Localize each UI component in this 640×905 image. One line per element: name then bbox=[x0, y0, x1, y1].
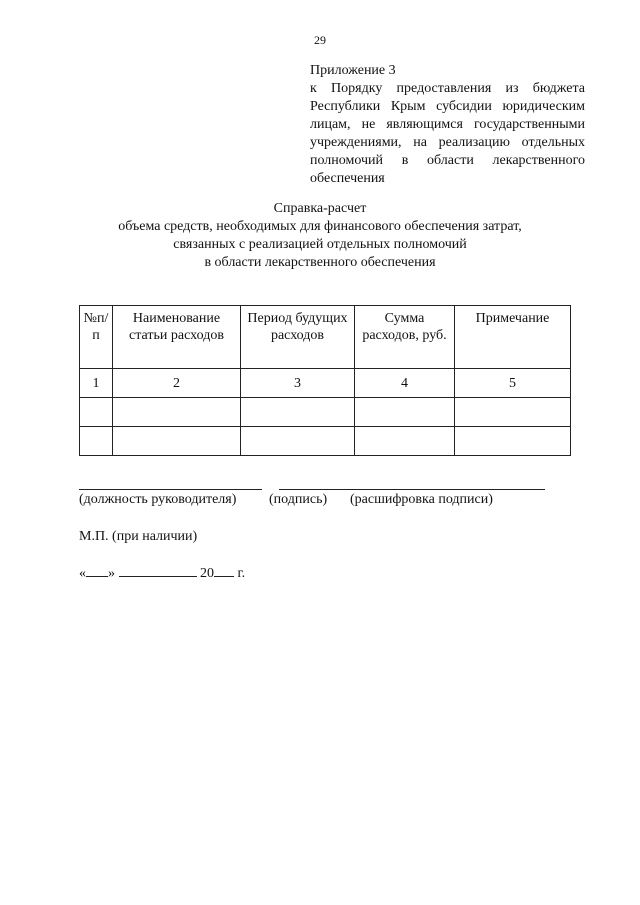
calculation-table bbox=[79, 305, 571, 456]
date-close-quote: » bbox=[108, 566, 115, 581]
day-blank bbox=[86, 564, 108, 577]
page-number: 29 bbox=[314, 33, 326, 47]
column-header: Наименование статьи расходов bbox=[113, 306, 241, 369]
table-cell bbox=[113, 427, 241, 456]
appendix-line: обеспечения bbox=[310, 171, 385, 186]
table-cell bbox=[80, 427, 113, 456]
position-label: (должность руководителя) bbox=[79, 492, 237, 507]
month-blank bbox=[119, 564, 197, 577]
column-number-row bbox=[80, 369, 571, 398]
appendix-line: полномочий в области лекарственного bbox=[310, 153, 585, 168]
date-open-quote: « bbox=[79, 566, 86, 581]
title-line: связанных с реализацией отдельных полномочий bbox=[173, 237, 467, 252]
document-title bbox=[0, 200, 640, 272]
title-line: в области лекарственного обеспечения bbox=[204, 255, 436, 270]
appendix-line: Республики Крым субсидии юридическим bbox=[310, 99, 585, 114]
column-number: 2 bbox=[113, 369, 241, 398]
appendix-line: к Порядку предоставления из бюджета bbox=[310, 81, 585, 96]
column-header: Период будущих расходов bbox=[241, 306, 355, 369]
appendix-line: Приложение 3 bbox=[310, 63, 396, 78]
column-number: 3 bbox=[241, 369, 355, 398]
position-signature-line bbox=[79, 489, 262, 490]
table-header-row bbox=[80, 306, 571, 369]
year-prefix: 20 bbox=[200, 566, 214, 581]
column-header: Сумма расходов, руб. bbox=[355, 306, 455, 369]
year-blank bbox=[214, 564, 234, 577]
table-cell bbox=[241, 427, 355, 456]
table-row bbox=[80, 427, 571, 456]
table-cell bbox=[80, 398, 113, 427]
table-cell bbox=[355, 427, 455, 456]
column-number: 4 bbox=[355, 369, 455, 398]
date-line bbox=[79, 564, 245, 582]
appendix-line: лицам, не являющимся государственными bbox=[310, 117, 585, 132]
appendix-block bbox=[310, 62, 585, 188]
column-number: 5 bbox=[455, 369, 571, 398]
year-suffix: г. bbox=[237, 566, 246, 581]
stamp-place-label: М.П. (при наличии) bbox=[79, 529, 198, 544]
table-cell bbox=[355, 398, 455, 427]
table-cell bbox=[455, 398, 571, 427]
signature-decoding-label: (расшифровка подписи) bbox=[350, 492, 493, 507]
table-cell bbox=[455, 427, 571, 456]
title-line: Справка-расчет bbox=[273, 201, 367, 216]
signature-label: (подпись) bbox=[269, 492, 328, 507]
table-row bbox=[80, 398, 571, 427]
column-header: Примечание bbox=[455, 306, 571, 369]
column-number: 1 bbox=[80, 369, 113, 398]
column-header: №п/п bbox=[80, 306, 113, 369]
title-line: объема средств, необходимых для финансового обеспечения затрат, bbox=[118, 219, 522, 234]
table-cell bbox=[241, 398, 355, 427]
signature-decoding-line bbox=[279, 489, 545, 490]
appendix-line: учреждениями, на реализацию отдельных bbox=[310, 135, 585, 150]
table-cell bbox=[113, 398, 241, 427]
